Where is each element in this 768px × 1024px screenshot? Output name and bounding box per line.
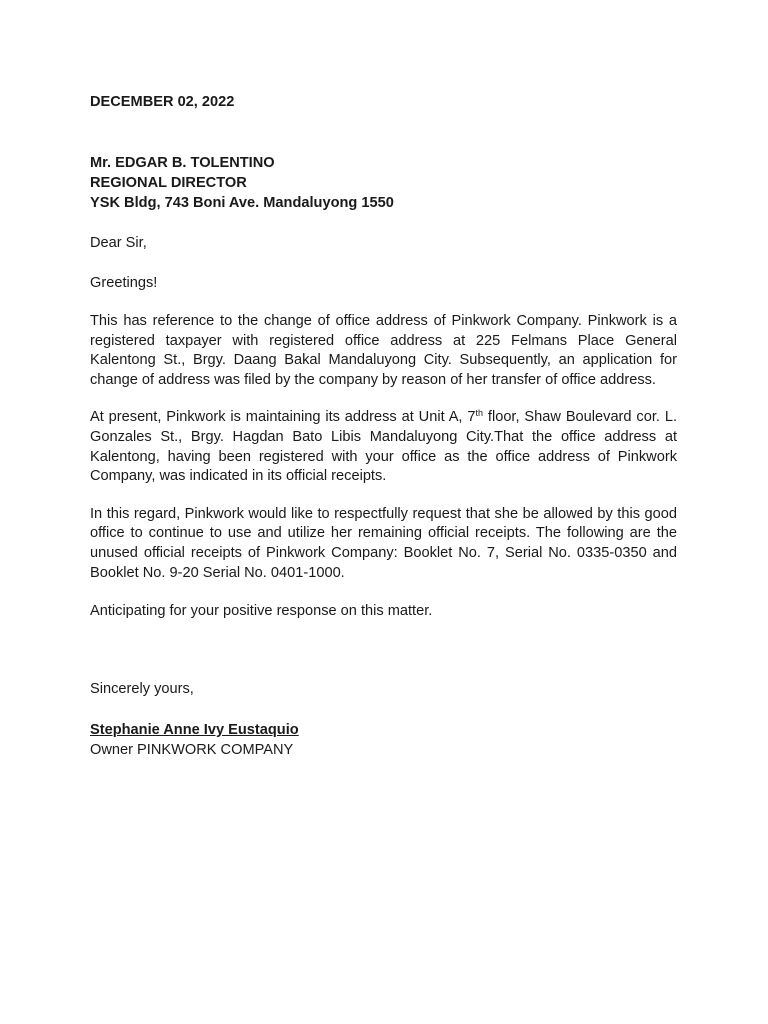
signatory-name: Stephanie Anne Ivy Eustaquio xyxy=(90,722,299,739)
recipient-title: REGIONAL DIRECTOR xyxy=(90,175,247,191)
signature-block xyxy=(90,720,677,760)
floor-ordinal-superscript: th xyxy=(475,408,484,419)
body-paragraph-1: This has reference to the change of office address of Pinkwork Company. Pinkwork is a registered taxpayer with registered office address at 225 Felmans Place General Kalentong St., Brgy. Daang Bakal Mandaluyong City. Subsequently, an application for change of address was filed by the company by reason of her transfer of office address. xyxy=(90,313,677,388)
letter-date: DECEMBER 02, 2022 xyxy=(90,94,235,110)
salutation: Dear Sir, xyxy=(90,235,147,251)
recipient-block xyxy=(90,153,677,213)
recipient-name: Mr. EDGAR B. TOLENTINO xyxy=(90,155,275,171)
signatory-title: Owner PINKWORK COMPANY xyxy=(90,742,294,759)
paragraph-2-part-1: At present, Pinkwork is maintaining its address at Unit A, 7 xyxy=(90,409,476,426)
paragraph-2-part-2: floor, Shaw Boulevard cor. L. Gonzales St., Brgy. Hagdan Bato Libis Mandaluyong City.That the office address at Kalentong, having been registered with your office as the office address of Pinkwork Company, was indicated in its official receipts. xyxy=(90,409,677,485)
closing-phrase: Sincerely yours, xyxy=(90,681,194,698)
letter-page xyxy=(90,92,677,760)
greeting: Greetings! xyxy=(90,275,158,291)
body-paragraph-2 xyxy=(90,408,677,486)
body-paragraph-3: In this regard, Pinkwork would like to respectfully request that she be allowed by this good office to continue to use and utilize her remaining official receipts. The following are the unused official receipts of Pinkwork Company: Booklet No. 7, Serial No. 0335-0350 and Booklet No. 9-20 Serial No. 0401-1000. xyxy=(90,505,677,581)
body-paragraph-4: Anticipating for your positive response on this matter. xyxy=(90,603,433,620)
recipient-address: YSK Bldg, 743 Boni Ave. Mandaluyong 1550 xyxy=(90,195,394,211)
